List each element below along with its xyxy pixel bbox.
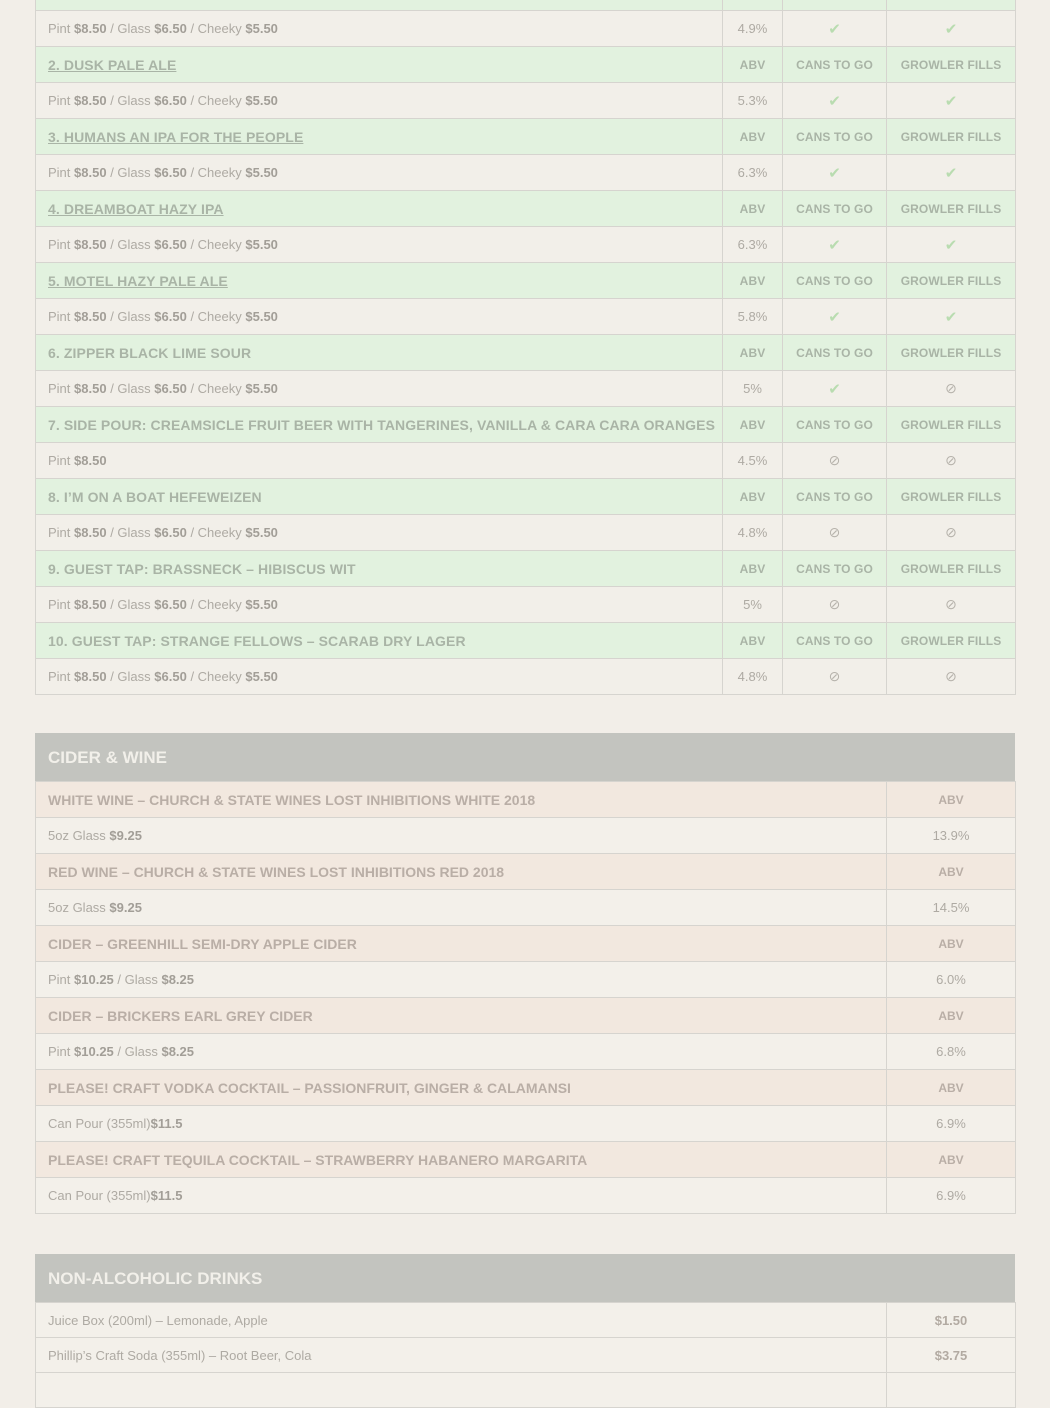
cider-name: CIDER – GREENHILL SEMI-DRY APPLE CIDER (36, 926, 887, 962)
beer-header-row (36, 0, 1016, 11)
beer-price-row (36, 515, 1016, 551)
nonalc-row (36, 1338, 1016, 1373)
nonalc-name: Juice Box (200ml) – Lemonade, Apple (36, 1303, 887, 1338)
cans-col-label: CANS TO GO (783, 623, 887, 659)
beer-name-link[interactable]: 3. HUMANS AN IPA FOR THE PEOPLE (48, 128, 304, 145)
cider-abv: 14.5% (887, 890, 1016, 926)
nonalc-price: $3.75 (887, 1338, 1016, 1373)
cider-header-row (36, 1142, 1016, 1178)
cans-col-label: CANS TO GO (783, 407, 887, 443)
check-icon: ✔ (828, 236, 841, 254)
cider-header-row (36, 998, 1016, 1034)
cider-abv: 6.9% (887, 1178, 1016, 1214)
growler-col-label: GROWLER FILLS (887, 407, 1016, 443)
beer-name: 7. SIDE POUR: CREAMSICLE FRUIT BEER WITH TANGERINES, VANILLA & CARA CARA ORANGES (48, 416, 716, 433)
check-icon: ✔ (828, 92, 841, 110)
beer-price-row (36, 371, 1016, 407)
cider-name: CIDER – BRICKERS EARL GREY CIDER (36, 998, 887, 1034)
cider-header-row (36, 1070, 1016, 1106)
beer-header-row (36, 551, 1016, 587)
growler-col-label: GROWLER FILLS (887, 335, 1016, 371)
beer-name-cell (36, 407, 723, 443)
unavailable-icon: ⊘ (945, 668, 957, 684)
check-icon: ✔ (944, 164, 958, 182)
abv-col-label: ABV (723, 623, 783, 659)
check-icon: ✔ (828, 164, 841, 182)
cider-table (35, 781, 1016, 1214)
nonalc-row (36, 1373, 1016, 1408)
nonalc-table (35, 1302, 1016, 1408)
beer-abv: 5.3% (723, 83, 783, 119)
cider-name: PLEASE! CRAFT TEQUILA COCKTAIL – STRAWBERRY HABANERO MARGARITA (36, 1142, 887, 1178)
cider-header-row (36, 782, 1016, 818)
abv-col-label: ABV (723, 263, 783, 299)
beer-prices: Pint $8.50 (36, 443, 723, 479)
unavailable-icon: ⊘ (828, 524, 841, 540)
beer-abv: 4.9% (723, 11, 783, 47)
beer-name: 8. I’M ON A BOAT HEFEWEIZEN (48, 488, 262, 505)
beer-name: 10. GUEST TAP: STRANGE FELLOWS – SCARAB DRY LAGER (48, 632, 466, 649)
beer-price-row (36, 227, 1016, 263)
cans-col-label: CANS TO GO (783, 191, 887, 227)
abv-col-label: ABV (723, 407, 783, 443)
growler-col-label: GROWLER FILLS (887, 47, 1016, 83)
growler-col-label: GROWLER FILLS (887, 119, 1016, 155)
beer-name-cell (36, 479, 723, 515)
beer-table (35, 0, 1016, 695)
beer-header-row (36, 407, 1016, 443)
cider-abv: 6.8% (887, 1034, 1016, 1070)
beer-abv: 6.3% (723, 227, 783, 263)
check-icon: ✔ (944, 308, 958, 326)
beer-abv: 6.3% (723, 155, 783, 191)
beer-abv: 5.8% (723, 299, 783, 335)
abv-col-label: ABV (887, 998, 1016, 1034)
cider-price-row (36, 1178, 1016, 1214)
cider-prices: Pint $10.25 / Glass $8.25 (36, 962, 887, 998)
beer-header-row (36, 119, 1016, 155)
cans-col-label: CANS TO GO (783, 263, 887, 299)
beer-name-cell (36, 0, 723, 11)
cider-price-row (36, 1034, 1016, 1070)
beer-prices: Pint $8.50 / Glass $6.50 / Cheeky $5.50 (36, 155, 723, 191)
check-icon: ✔ (944, 236, 958, 254)
beer-abv: 4.5% (723, 443, 783, 479)
unavailable-icon: ⊘ (945, 380, 957, 396)
cider-prices: Pint $10.25 / Glass $8.25 (36, 1034, 887, 1070)
beer-name-link[interactable]: 2. DUSK PALE ALE (48, 56, 177, 73)
beer-header-row (36, 623, 1016, 659)
check-icon: ✔ (944, 92, 958, 110)
beer-name-cell (36, 623, 723, 659)
beer-price-row (36, 659, 1016, 695)
beer-abv: 5% (723, 587, 783, 623)
beer-name: 6. ZIPPER BLACK LIME SOUR (48, 344, 252, 361)
growler-col-label: GROWLER FILLS (887, 623, 1016, 659)
abv-col-label: ABV (723, 479, 783, 515)
nonalc-name: Phillip’s Craft Soda (355ml) – Root Beer, Cola (36, 1338, 887, 1373)
beer-abv: 4.8% (723, 515, 783, 551)
cider-abv: 6.0% (887, 962, 1016, 998)
unavailable-icon: ⊘ (828, 452, 841, 468)
cider-name: WHITE WINE – CHURCH & STATE WINES LOST INHIBITIONS WHITE 2018 (36, 782, 887, 818)
cider-price-row (36, 1106, 1016, 1142)
growler-col-label: GROWLER FILLS (887, 551, 1016, 587)
growler-col-label: GROWLER FILLS (887, 263, 1016, 299)
beer-name-cell[interactable] (36, 263, 723, 299)
cans-col-label: CANS TO GO (783, 479, 887, 515)
beer-abv: 5% (723, 371, 783, 407)
beer-header-row (36, 263, 1016, 299)
beer-abv: 4.8% (723, 659, 783, 695)
check-icon: ✔ (828, 308, 841, 326)
cider-price-row (36, 962, 1016, 998)
beer-header-row (36, 335, 1016, 371)
abv-col-label: ABV (723, 119, 783, 155)
cans-col-label: CANS TO GO (783, 119, 887, 155)
cider-prices: Can Pour (355ml)$11.5 (36, 1106, 887, 1142)
beer-header-row (36, 479, 1016, 515)
beer-header-row (36, 191, 1016, 227)
beer-prices: Pint $8.50 / Glass $6.50 / Cheeky $5.50 (36, 371, 723, 407)
beer-price-row (36, 587, 1016, 623)
abv-col-label: ABV (887, 926, 1016, 962)
nonalc-price: $1.50 (887, 1303, 1016, 1338)
beer-price-row (36, 11, 1016, 47)
beer-price-row (36, 299, 1016, 335)
beer-name-cell[interactable] (36, 191, 723, 227)
cider-name: RED WINE – CHURCH & STATE WINES LOST INHIBITIONS RED 2018 (36, 854, 887, 890)
beer-prices: Pint $8.50 / Glass $6.50 / Cheeky $5.50 (36, 83, 723, 119)
check-icon: ✔ (944, 20, 958, 38)
abv-col-label: ABV (887, 782, 1016, 818)
abv-col-label: ABV (723, 335, 783, 371)
cider-prices: 5oz Glass $9.25 (36, 818, 887, 854)
cider-price-row (36, 818, 1016, 854)
growler-col-label: GROWLER FILLS (887, 479, 1016, 515)
beer-price-row (36, 155, 1016, 191)
beer-prices: Pint $8.50 / Glass $6.50 / Cheeky $5.50 (36, 659, 723, 695)
cans-col-label: CANS TO GO (783, 551, 887, 587)
beer-prices: Pint $8.50 / Glass $6.50 / Cheeky $5.50 (36, 587, 723, 623)
non-alcoholic-section (35, 1254, 1015, 1408)
section-title: NON-ALCOHOLIC DRINKS (35, 1254, 1015, 1302)
beer-menu-section (35, 0, 1015, 695)
abv-col-label: ABV (723, 47, 783, 83)
unavailable-icon: ⊘ (945, 452, 957, 468)
unavailable-icon: ⊘ (828, 596, 841, 612)
cans-col-label: CANS TO GO (783, 47, 887, 83)
cider-prices: Can Pour (355ml)$11.5 (36, 1178, 887, 1214)
abv-col-label: ABV (887, 1142, 1016, 1178)
beer-name-cell[interactable] (36, 47, 723, 83)
beer-name-link[interactable]: 5. MOTEL HAZY PALE ALE (48, 272, 228, 289)
beer-name: 9. GUEST TAP: BRASSNECK – HIBISCUS WIT (48, 560, 356, 577)
cider-price-row (36, 890, 1016, 926)
unavailable-icon: ⊘ (828, 668, 841, 684)
beer-prices: Pint $8.50 / Glass $6.50 / Cheeky $5.50 (36, 299, 723, 335)
beer-name-link[interactable]: 4. DREAMBOAT HAZY IPA (48, 200, 224, 217)
beer-price-row (36, 83, 1016, 119)
cider-abv: 13.9% (887, 818, 1016, 854)
beer-name-cell (36, 551, 723, 587)
growler-col-label: GROWLER FILLS (887, 191, 1016, 227)
section-title: CIDER & WINE (35, 733, 1015, 781)
abv-col-label: ABV (887, 854, 1016, 890)
cider-prices: 5oz Glass $9.25 (36, 890, 887, 926)
beer-price-row (36, 443, 1016, 479)
abv-col-label: ABV (723, 551, 783, 587)
cider-name: PLEASE! CRAFT VODKA COCKTAIL – PASSIONFRUIT, GINGER & CALAMANSI (36, 1070, 887, 1106)
beer-name-cell[interactable] (36, 119, 723, 155)
cider-abv: 6.9% (887, 1106, 1016, 1142)
beer-name-cell (36, 335, 723, 371)
cans-col-label: CANS TO GO (783, 335, 887, 371)
cider-header-row (36, 926, 1016, 962)
beer-prices: Pint $8.50 / Glass $6.50 / Cheeky $5.50 (36, 515, 723, 551)
cider-header-row (36, 854, 1016, 890)
check-icon: ✔ (828, 380, 841, 398)
abv-col-label: ABV (887, 1070, 1016, 1106)
unavailable-icon: ⊘ (945, 524, 957, 540)
cider-wine-section (35, 733, 1015, 1214)
beer-prices: Pint $8.50 / Glass $6.50 / Cheeky $5.50 (36, 227, 723, 263)
unavailable-icon: ⊘ (945, 596, 957, 612)
beer-prices: Pint $8.50 / Glass $6.50 / Cheeky $5.50 (36, 11, 723, 47)
check-icon: ✔ (828, 20, 841, 38)
nonalc-row (36, 1303, 1016, 1338)
abv-col-label: ABV (723, 191, 783, 227)
beer-header-row (36, 47, 1016, 83)
